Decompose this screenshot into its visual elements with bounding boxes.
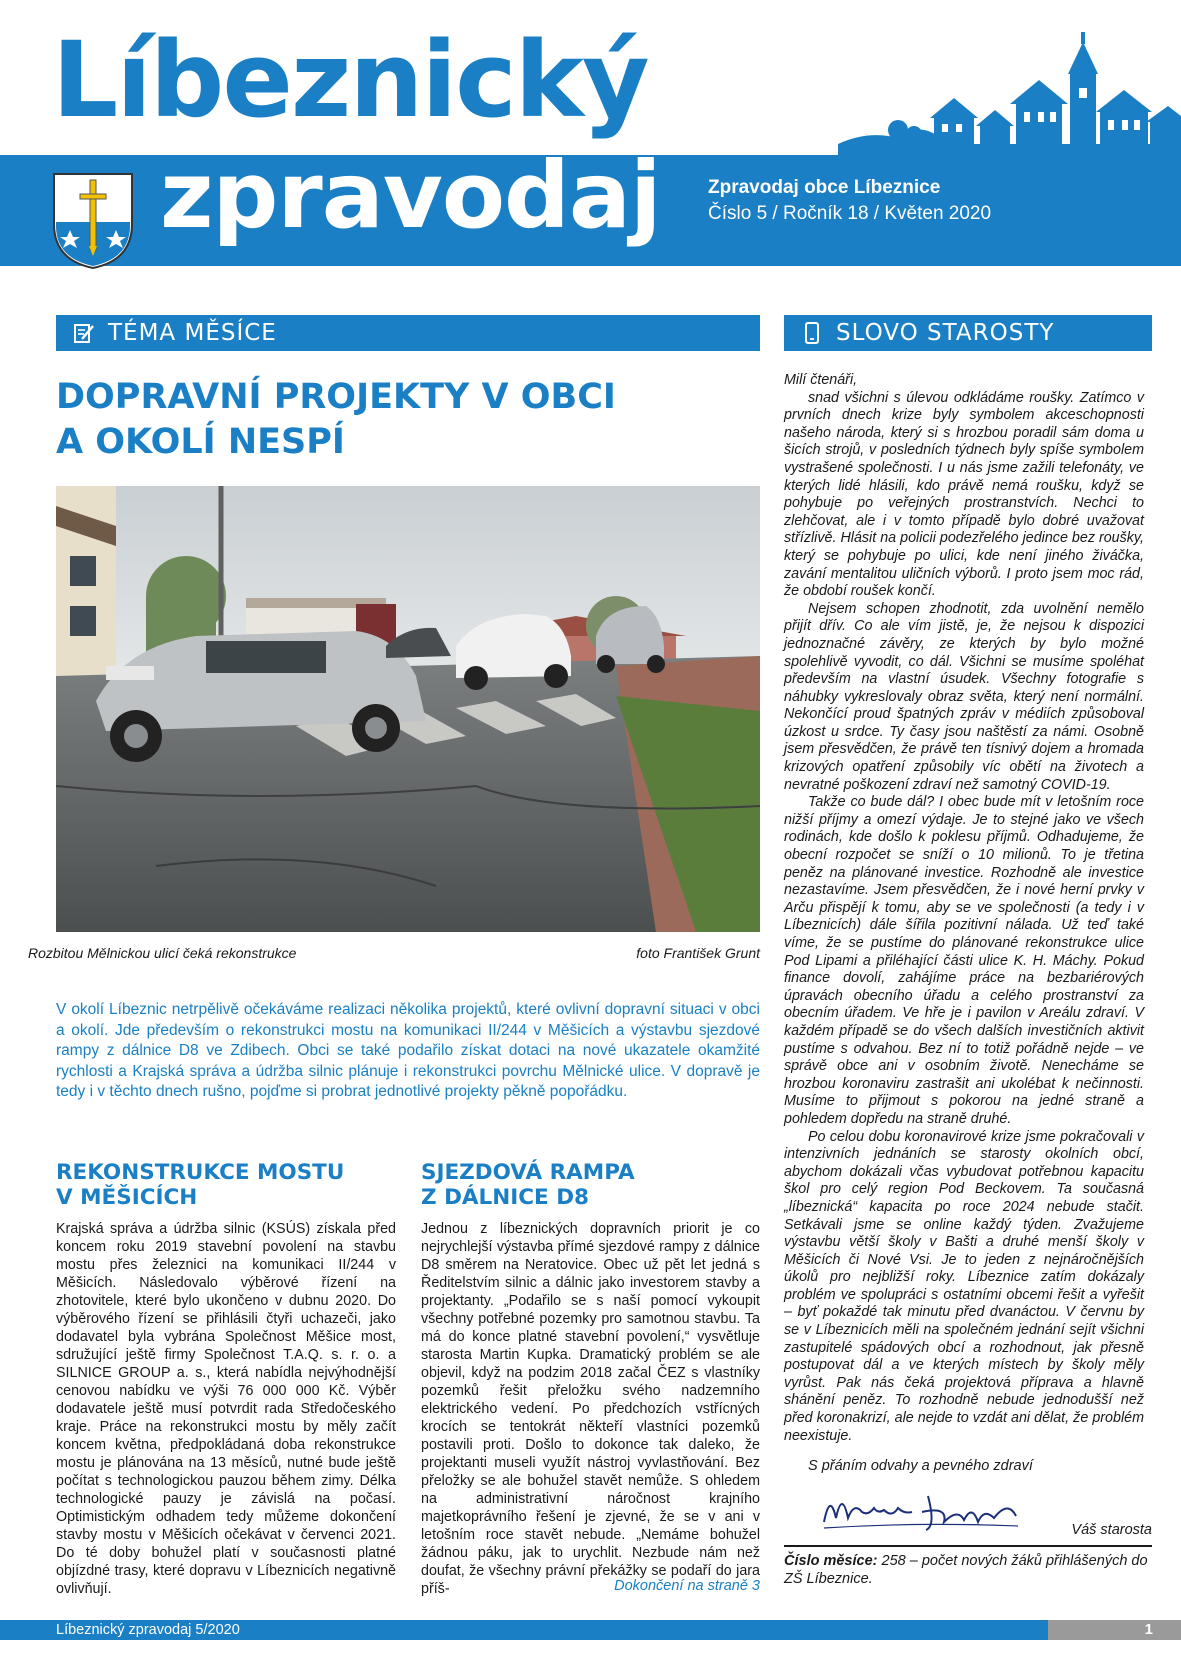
article2-heading-line-1: SJEZDOVÁ RAMPA xyxy=(421,1160,635,1185)
page-number: 1 xyxy=(1048,1620,1181,1640)
village-skyline-illustration xyxy=(838,32,1181,156)
divider xyxy=(784,1545,1152,1547)
article1-heading xyxy=(56,1160,396,1210)
continued-link[interactable]: Dokončení na straně 3 xyxy=(614,1578,760,1594)
mayor-editorial xyxy=(784,372,1144,1445)
photo-credit: foto František Grunt xyxy=(636,945,760,961)
section-bar-topic xyxy=(56,315,760,351)
editorial-paragraph: Nejsem schopen zhodnotit, zda uvolnění nemělo přijít dřív. Co ale vím jistě, je, že nejsou k dispozici jednoznačné závěry, ze kterých by bylo možné spolehlivě vyvodit, co dál. Všichni se musíme spoléhat především na vlastní úsudek. Všechny fotografie s náhubky vykreslovaly obraz světa, který není normální. Nekončící proud špatných zpráv v médiích způsoboval úzkost u srdce. Ty časy jsou naštěstí za námi. Osobně jsem přesvědčen, že právě ten tísnivý dojem a hromada krizových opatření způsobily víc obětí na životech a nevratné poškození zdraví než samotný COVID-19. xyxy=(784,600,1144,793)
article2-heading xyxy=(421,1160,761,1210)
section-bar-mayor xyxy=(784,315,1152,351)
editorial-paragraph: Po celou dobu koronavirové krize jsme pokračovali v intenzivních jednáních se starosty okolních obcí, abychom dokázali včas vybudovat potřebnou kapacitu škol pro celý region Pod Beckovem. Ta současná „líbeznická“ kapacita po roce 2024 nebude stačit. Setkávali jsme se online každý týden. Zvažujeme výstavbu větší školy v Bašti a druhé menší školy v Měšicích či Nové Vsi. Je to jeden z nejnáročnějších úkolů pro nejbližší roky. Líbeznice zatím dokázaly problém ve spolupráci s ostatními obcemi řešit a vyřešit – byť pokaždé tak minutu před dvanáctou. V červnu by se v Líbeznicích měli na společném jednání sejít všichni zastupitelé spádových obcí a rozhodnout, jak přesně postupovat dál a ve kterých místech by školy měly vyrůst. Pak nás čeká projektová příprava a hlavně shánění peněz. To rozhodně nebude jednodušší než před koronakrizí, ale nejde to vzdát ani dělat, že problém neexistuje. xyxy=(784,1128,1144,1444)
headline-line-2: A OKOLÍ NESPÍ xyxy=(56,422,345,462)
mobile-phone-icon xyxy=(802,322,822,344)
footer-publication: Líbeznický zpravodaj 5/2020 xyxy=(56,1622,240,1638)
section-label-mayor: SLOVO STAROSTY xyxy=(836,320,1055,346)
coat-of-arms-emblem xyxy=(52,172,134,270)
street-photo xyxy=(56,486,760,932)
mayor-signature xyxy=(818,1478,1028,1538)
number-of-month xyxy=(784,1552,1152,1588)
editorial-paragraph: snad všichni s úlevou odkládáme roušky. Zatímco v prvních dnech krize byly symbolem akceschopnosti našeho národa, který si s hrozbou poradil sám doma u šicích strojů, v posledních týdnech byly spíše symbolem vystrašené společnosti. I u nás jsme zažili telefonáty, ve kterých lidé hlásili, kdo právě nemá roušku, když se pohybuje po veřejných prostranstvích. Nechci to zlehčovat, ale i v tomto případě bylo dobré uvažovat střízlivě. Hlásit na policii podezřelého jedince bez roušky, který se pohybuje po ulici, kde není jiného živáčka, zavání mentalitou uličních výborů. I proto jsem moc rád, že období roušek končí. xyxy=(784,389,1144,600)
editorial-closing: S přáním odvahy a pevného zdraví xyxy=(808,1458,1033,1474)
article1-heading-line-2: V MĚŠICÍCH xyxy=(56,1185,198,1210)
signature-role: Váš starosta xyxy=(1071,1522,1152,1538)
section-label-topic: TÉMA MĚSÍCE xyxy=(108,320,277,346)
article-headline xyxy=(56,375,756,465)
article1-heading-line-1: REKONSTRUKCE MOSTU xyxy=(56,1160,345,1185)
editorial-paragraph: Takže co bude dál? I obec bude mít v letošním roce nižší příjmy a omezí výdaje. Je to stejné jako ve všech rodinách, kde došlo k poklesu příjmů. Odhadujeme, že obecní rozpočet se sníží o 10 milionů. To je třetina peněz na plánované investice. Rozhodně ale investice nezastavíme. Jsem přesvědčen, že i nové herní prvky v Arču přispějí k tomu, aby se ve společnosti (a tedy i v Líbeznicích) dále šířila pozitivní nálada. Už teď také víme, že se pustíme do plánované rekonstrukce ulice Pod Lipami a přiléhající části ulice K. H. Máchy. Pokud finance dovolí, zahájíme práce na bezbariérových úpravách obecního úřadu a celého prostranství za obecním úřadem. Ve hře je i pavilon v Areálu zdraví. V každém případě se do všech dalších investičních aktivit pustíme s odvahou. Bez ní to totiž pořádně nejde – ve správě obce ani v osobním životě. Nenecháme se hrozbou koronaviru zastrašit ani ukolébat k nečinnosti. Musíme to přijmout s pokorou na jedné straně a pohledem dopředu na straně druhé. xyxy=(784,794,1144,1127)
publication-name: Zpravodaj obce Líbeznice xyxy=(708,177,941,198)
article2-body: Jednou z líbeznických dopravních priorit je co nejrychlejší výstavba přímé sjezdové rampy z dálnice D8 směrem na Neratovice. Obec už pět let jedná s Ředitelstvím silnic a dálnic jako investorem stavby a projektanty. „Podařilo se s naší pomocí vykoupit všechny potřebné pozemky pro samotnou stavbu. Ta má do konce platné stavební povolení,“ vysvětluje starosta Martin Kupka. Dramatický problém se ale objevil, když na podzim 2018 začal ČEZ s vlastníky pozemků řešit přeložku svého nadzemního elektrického vedení. Po předchozích vstřícných krocích se tentokrát někteří vlastníci pozemků postavili proti. Došlo to dokonce tak daleko, že projektanti museli využít nástroj vyvlastňování. Bez přeložky se ale bohužel stavět nemůže. S ohledem na administrativní náročnost krajního majetkoprávního řešení je zjevné, že se v ani v letošním roce stavět nebude. „Nemáme bohužel žádnou páku, jak to urychlit. Nezbude nám než doufat, že všechny právní překážky se podaří do jara příš- xyxy=(421,1221,760,1597)
article2-heading-line-2: Z DÁLNICE D8 xyxy=(421,1185,590,1210)
article-lead: V okolí Líbeznic netrpělivě očekáváme realizaci několika projektů, které ovlivní dopravní situaci v obci a okolí. Jde především o rekonstrukci mostu na komunikaci II/244 v Měšicích a výstavbu sjezdové rampy z dálnice D8 ve Zdibech. Obci se také podařilo získat dotaci na nové ukazatele okamžité rychlosti a Krajská správa a údržba silnic plánuje i rekonstrukci povrchu Mělnické ulice. V dopravě je tedy i v těchto dnech rušno, pojďme si probrat jednotlivé projekty pěkně popořádku. xyxy=(56,1001,760,1101)
number-of-month-label: Číslo měsíce: xyxy=(784,1553,878,1569)
issue-number: Číslo 5 / Ročník 18 / Květen 2020 xyxy=(708,203,992,224)
issue-info xyxy=(708,175,991,227)
editorial-salutation: Milí čtenáři, xyxy=(784,372,858,388)
photo-caption: Rozbitou Mělnickou ulicí čeká rekonstrukce xyxy=(28,945,297,961)
number-of-month-text: 258 – počet nových žáků přihlášených do ZŠ Líbeznice. xyxy=(784,1553,1148,1587)
masthead-subtitle: zpravodaj xyxy=(160,142,661,249)
pencil-note-icon xyxy=(74,322,94,344)
masthead-title: Líbeznický xyxy=(52,19,648,141)
headline-line-1: DOPRAVNÍ PROJEKTY V OBCI xyxy=(56,377,616,417)
footer-bar xyxy=(0,1620,1048,1640)
article1-body: Krajská správa a údržba silnic (KSÚS) získala před koncem roku 2019 stavební povolení na stavbu mostu přes železnici na komunikaci II/244 v Měšicích. Následovalo výběrové řízení na zhotovitele, které bylo ukončeno v dubnu 2020. Do výběrového řízení se přihlásili čtyři uchazeči, jako dodavatel byla vybrána Společnost Měšice most, sdružující ještě firmy Společnost T.A.Q. s. r. o. a SILNICE GROUP a. s., která nabídla nejvýhodnější cenovou nabídku ve výši 76 000 000 Kč. Výběr dodavatele ještě musí potvrdit rada Středočeského kraje. Práce na rekonstrukci mostu by měly začít koncem května, předpokládaná doba rekonstrukce mostu je plánována na 13 měsíců, nutné bude ještě počítat s technologickou pauzou během zimy. Délka technologické pauzy je závislá na počasí. Optimistickým odhadem tedy můžeme dokončení stavby mostu v Měšicích očekávat v červenci 2021. Do té doby bohužel platí v současnosti platné objízdné trasy, které dopravu v Líbeznicích negativně ovlivňují. xyxy=(56,1221,396,1597)
